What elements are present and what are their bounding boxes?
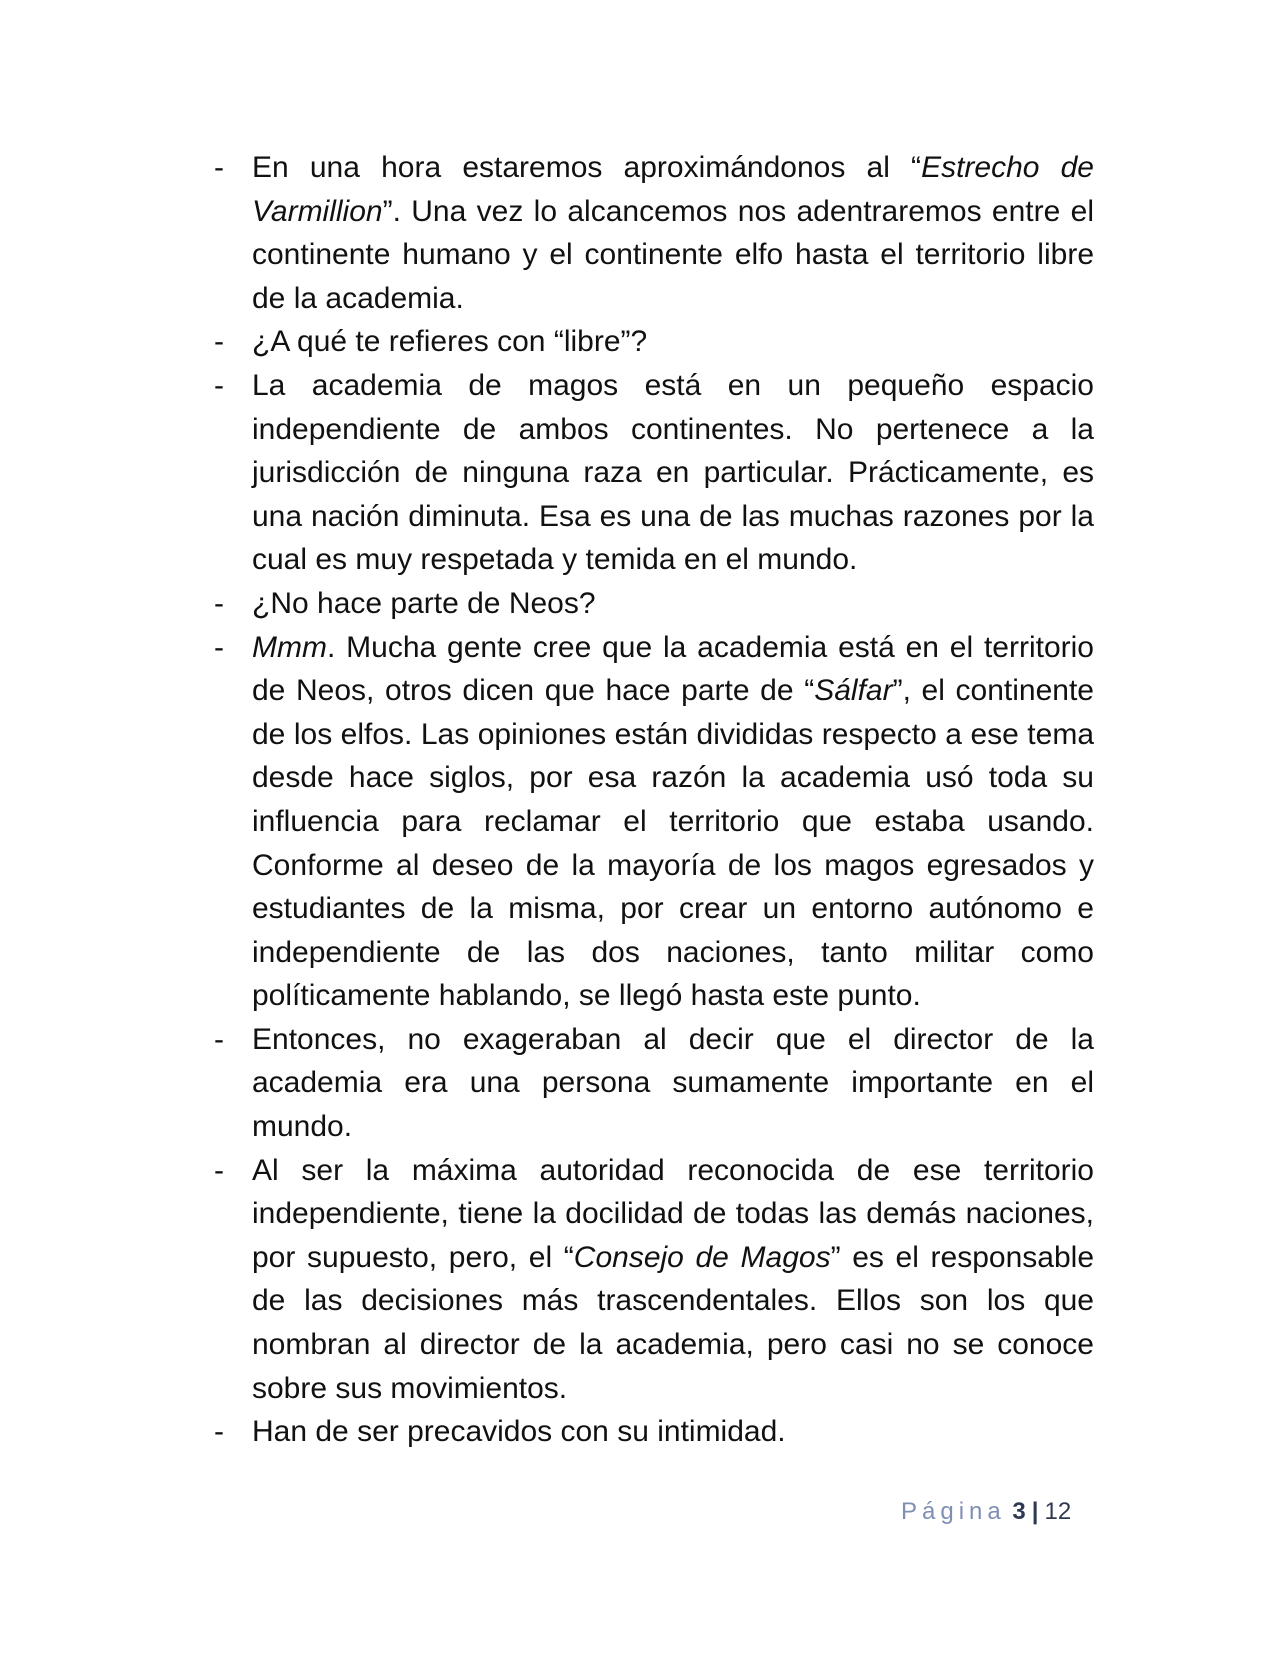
dialogue-dash: -: [214, 1415, 224, 1449]
dialogue-line: [214, 1018, 1094, 1149]
line-text: La academia de magos está en un pequeño espacio independiente de ambos continentes. No pertenece a la jurisdicción de ninguna raza en particular. Prácticamente, es una nación diminuta. Esa es una de las muchas razones por la cual es muy respetada y temida en el mundo.: [252, 368, 1094, 577]
line-text: ” es el responsable de las decisiones más trascendentales. Ellos son los que nombran al director de la academia, pero casi no se conoce sobre sus movimientos.: [252, 1240, 1095, 1405]
place-name-italic: Sálfar: [814, 674, 893, 708]
dialogue-line: [214, 320, 1094, 364]
dialogue-dash: -: [214, 325, 224, 359]
dialogue-dash: -: [214, 1153, 224, 1187]
dialogue-dash: -: [214, 630, 224, 664]
page-number-footer: [901, 1497, 1071, 1527]
line-text: En una hora estaremos aproximándonos al “: [252, 151, 922, 184]
total-pages: 12: [1044, 1498, 1072, 1525]
line-text: Han de ser precavidos con su intimidad.: [252, 1415, 786, 1449]
current-page-number: 3: [1012, 1498, 1026, 1525]
dialogue-line: [214, 364, 1094, 582]
dialogue-dash: -: [214, 1022, 224, 1056]
dialogue-line: [214, 1149, 1094, 1411]
dialogue-dash: -: [214, 368, 224, 402]
place-name-italic: Estrecho de Varmillion: [252, 151, 1094, 228]
line-text: ”, el continente de los elfos. Las opiniones están divididas respecto a ese tema desde hace siglos, por esa razón la academia usó toda su influencia para reclamar el territorio que estaba usando. Conforme al deseo de la mayoría de los magos egresados y estudiantes de la misma, por crear un entorno autónomo e independiente de las dos naciones, tanto militar como políticamente hablando, se llegó hasta este punto.: [252, 674, 1094, 1013]
dialogue-dash: -: [214, 151, 224, 184]
dialogue-line: [214, 146, 1094, 320]
dialogue-line: [214, 626, 1094, 1018]
line-text: ¿A qué te refieres con “libre”?: [252, 325, 648, 359]
line-text: ”. Una vez lo alcancemos nos adentraremos entre el continente humano y el continente elfo hasta el territorio libre de la academia.: [252, 194, 1094, 315]
line-text: . Mucha gente cree que la academia está en el territorio de Neos, otros dicen que hace parte de “: [252, 630, 1094, 708]
dialogue-line: [214, 1410, 1094, 1454]
dialogue-list: [214, 146, 1094, 1454]
dialogue-dash: -: [214, 586, 224, 620]
council-name-italic: Consejo de Magos: [573, 1240, 831, 1274]
line-text: Entonces, no exageraban al decir que el director de la academia era una persona sumamente importante en el mundo.: [252, 1022, 1094, 1144]
dialogue-line: [214, 582, 1094, 626]
page-separator: |: [1031, 1498, 1039, 1525]
line-text: ¿No hace parte de Neos?: [252, 586, 596, 620]
line-text: Al ser la máxima autoridad reconocida de ese territorio independiente, tiene la docilidad de todas las demás naciones, por supuesto, pero, el “: [252, 1153, 1094, 1274]
interjection-italic: Mmm: [252, 630, 327, 664]
page-label: Página: [901, 1498, 1006, 1525]
